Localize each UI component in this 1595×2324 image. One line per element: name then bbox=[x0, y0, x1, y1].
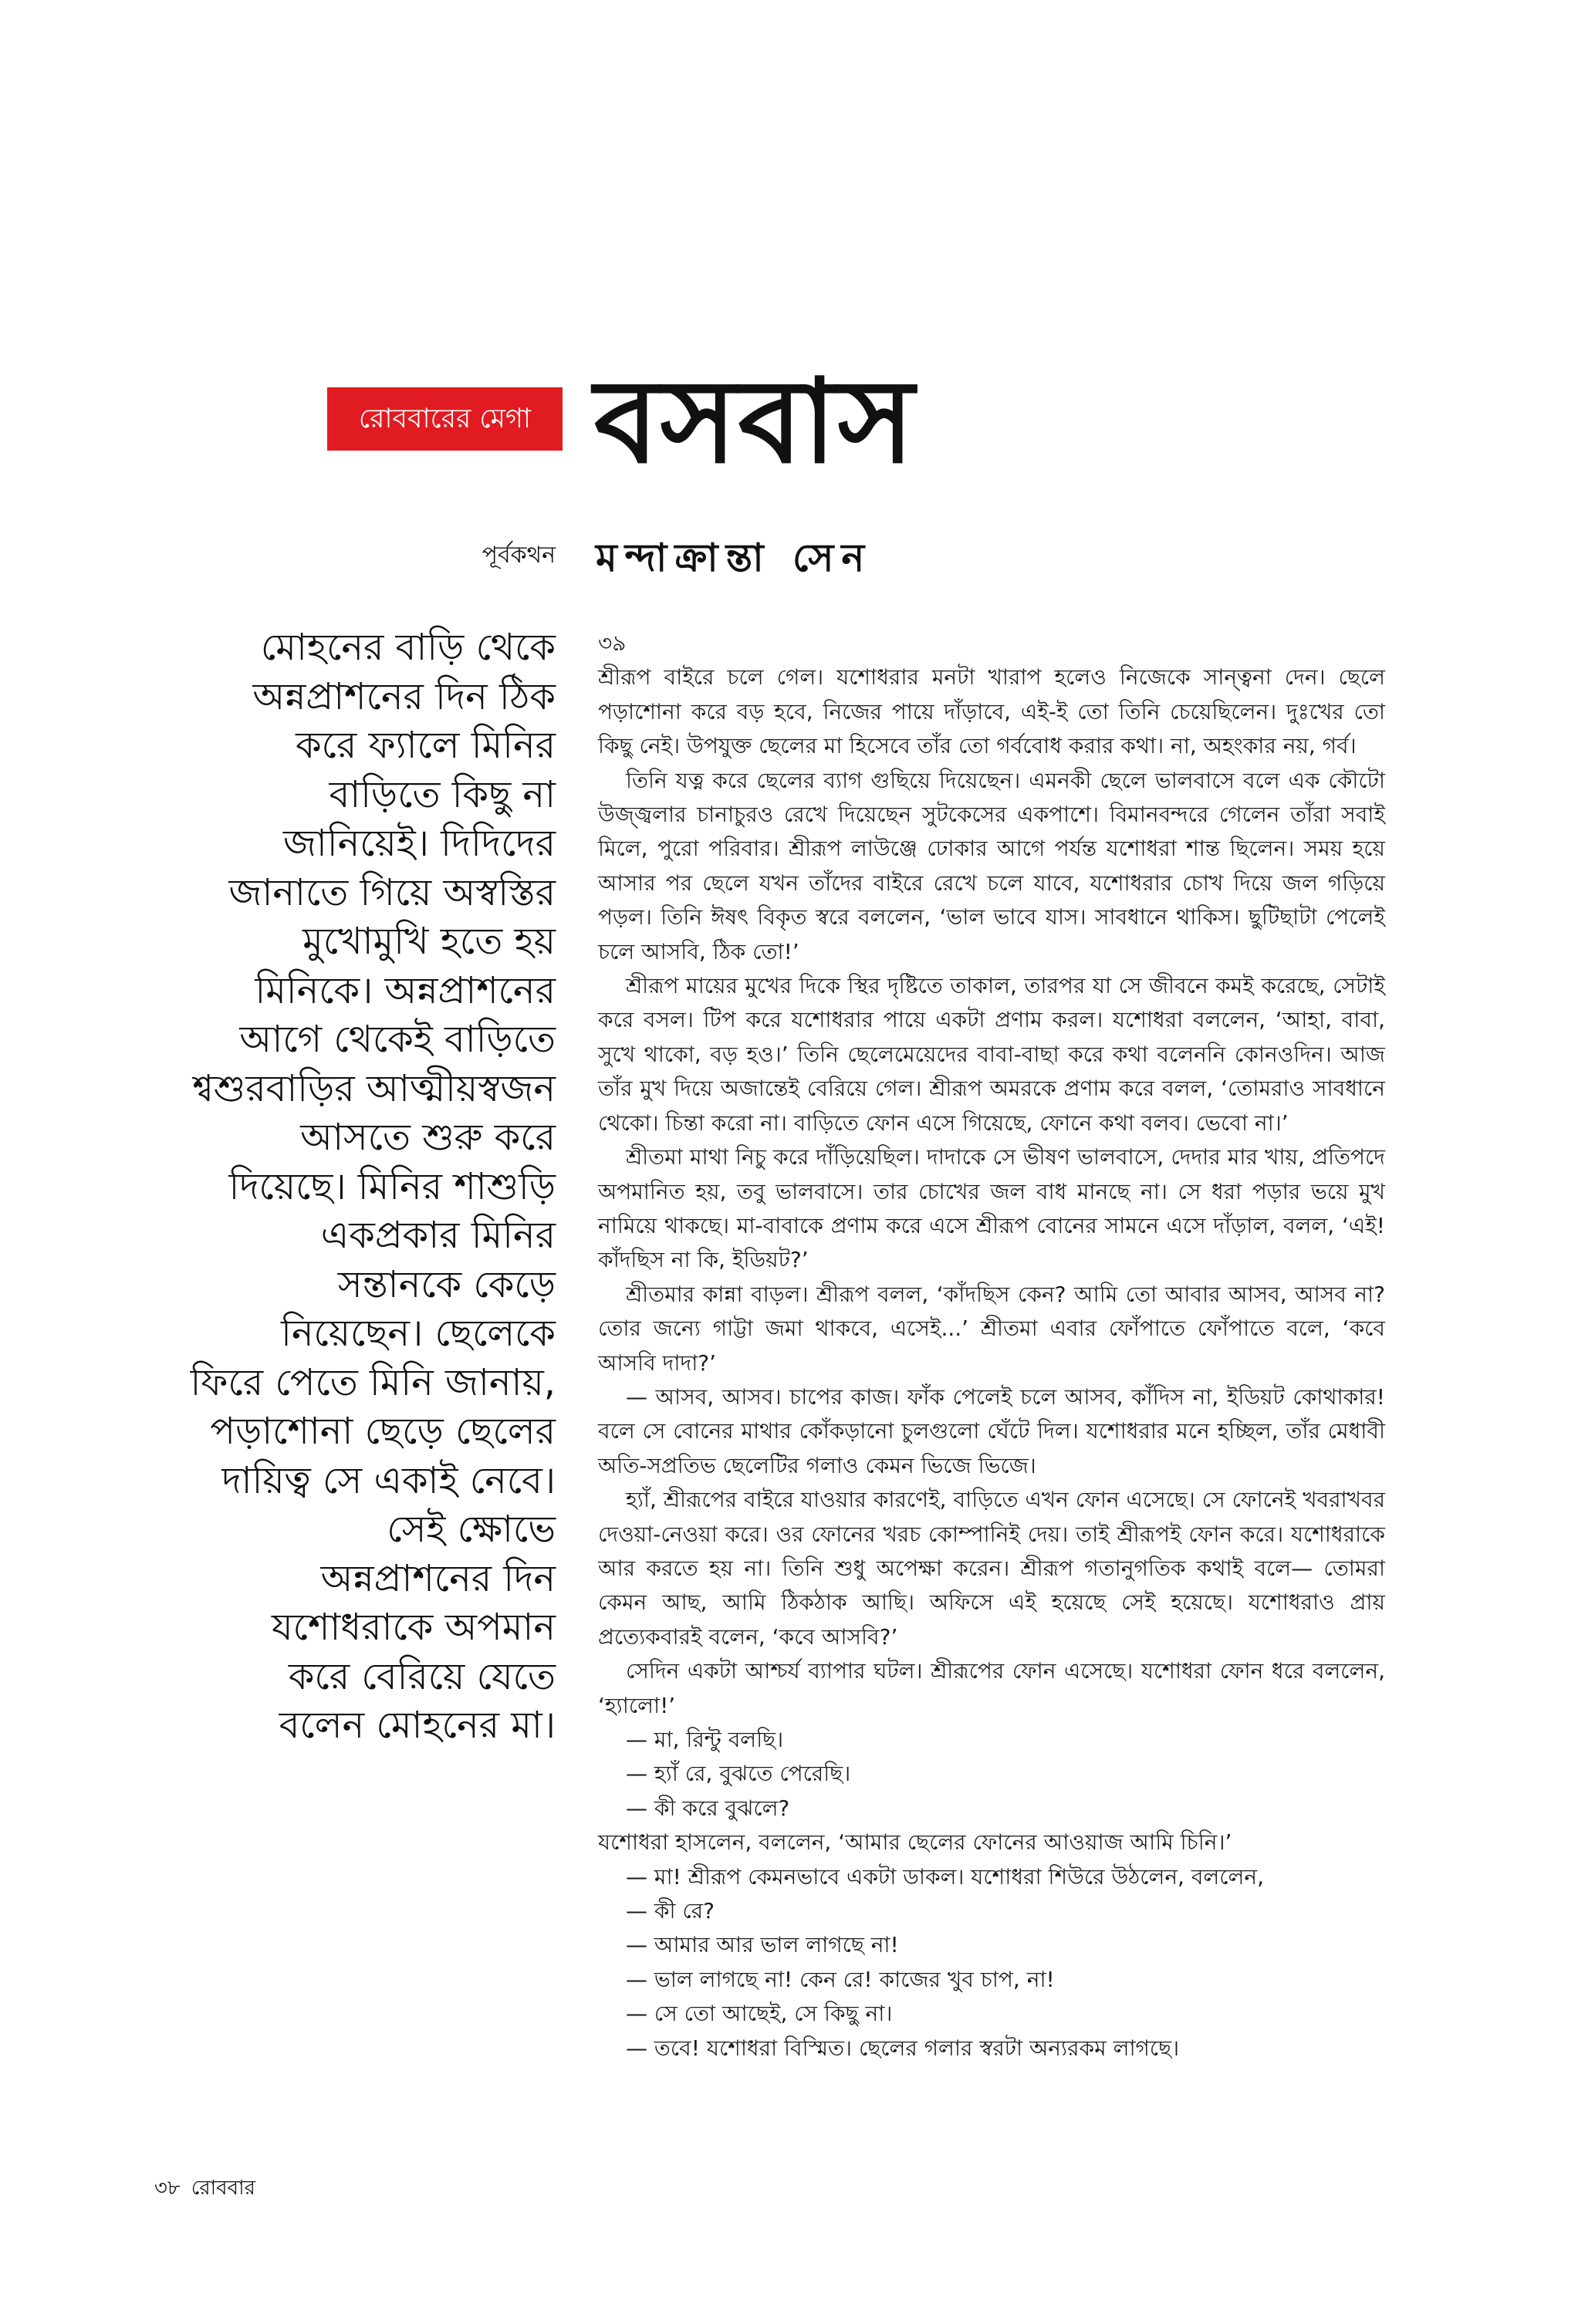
dialogue-line: — মা, রিন্টু বলছি। bbox=[626, 1727, 784, 1752]
paragraph: শ্রীরূপ মায়ের মুখের দিকে স্থির দৃষ্টিতে তাকাল, তারপর যা সে জীবনে কমই করেছে, সেটাই করে বসল। টিপ করে যশোধরার পায়ে একটা প্রণাম করল। যশোধরা বললেন, ‘আহা, বাবা, সুখে থাকো, বড় হও।’ তিনি ছেলেমেয়েদের বাবা-বাছা করে কথা বলেননি কোনওদিন। আজ তাঁর মুখ দিয়ে অজান্তেই বেরিয়ে গেল। শ্রীরূপ অমরকে প্রণাম করে বলল, ‘তোমরাও সাবধানে থেকো। চিন্তা করো না। বাড়িতে ফোন এসে গিয়েছে, ফোনে কথা বলব। ভেবো না।’ bbox=[598, 973, 1385, 1136]
pull-quote-line: মিনিকে। অন্নপ্রাশনের bbox=[255, 968, 556, 1012]
pull-quote-line: আসতে শুরু করে bbox=[300, 1116, 556, 1159]
pull-quote-line: শ্বশুরবাড়ির আত্মীয়স্বজন bbox=[192, 1066, 556, 1110]
paragraph: শ্রীরূপ বাইরে চলে গেল। যশোধরার মনটা খারাপ হলেও নিজেকে সান্ত্বনা দেন। ছেলে পড়াশোনা করে বড় হবে, নিজের পায়ে দাঁড়াবে, এই-ই তো তিনি চেয়েছিলেন। দুঃখের তো কিছু নেই। উপযুক্ত ছেলের মা হিসেবে তাঁর তো গর্ববোধ করার কথা। না, অহংকার নয়, গর্ব। bbox=[598, 664, 1385, 759]
series-label: রোববারের মেগা bbox=[327, 387, 563, 451]
pull-quote bbox=[139, 623, 556, 1751]
pull-quote-line: বাড়িতে কিছু না bbox=[329, 772, 556, 816]
dialogue-line: — হ্যাঁ রে, বুঝতে পেরেছি। bbox=[626, 1761, 851, 1787]
paragraph: সেদিন একটা আশ্চর্য ব্যাপার ঘটল। শ্রীরূপের ফোন এসেছে। যশোধরা ফোন ধরে বললেন, ‘হ্যালো!’ bbox=[598, 1658, 1385, 1718]
dialogue-line: — তবে! যশোধরা বিস্মিত। ছেলের গলার স্বরটা অন্যরকম লাগছে। bbox=[626, 2035, 1180, 2061]
pull-quote-line: অন্নপ্রাশনের দিন bbox=[320, 1556, 556, 1600]
paragraph: তিনি যত্ন করে ছেলের ব্যাগ গুছিয়ে দিয়েছেন। এমনকী ছেলে ভালবাসে বলে এক কৌটো উজ্জ্বলার চানাচুরও রেখে দিয়েছেন সুটকেসের একপাশে। বিমানবন্দরে গেলেন তাঁরা সবাই মিলে, পুরো পরিবার। শ্রীরূপ লাউঞ্জে ঢোকার আগে পর্যন্ত যশোধরা শান্ত ছিলেন। সময় হয়ে আসার পর ছেলে যখন তাঁদের বাইরে রেখে চলে যাবে, যশোধরার চোখ দিয়ে জল গড়িয়ে পড়ল। তিনি ঈষৎ বিকৃত স্বরে বললেন, ‘ভাল ভাবে যাস। সাবধানে থাকিস। ছুটিছাটা পেলেই চলে আসবি, ঠিক তো!’ bbox=[598, 767, 1385, 964]
pull-quote-line: অন্নপ্রাশনের দিন ঠিক bbox=[252, 674, 556, 718]
pull-quote-line: পড়াশোনা ছেড়ে ছেলের bbox=[210, 1410, 556, 1453]
pull-quote-line: করে বেরিয়ে যেতে bbox=[288, 1654, 556, 1698]
author-name: মন্দাক্রান্তা সেন bbox=[596, 535, 873, 580]
kicker-label: পূর্বকথন bbox=[482, 542, 556, 569]
pull-quote-line: মোহনের বাড়ি থেকে bbox=[260, 626, 556, 669]
dialogue-line: — কী রে? bbox=[626, 1898, 715, 1924]
paragraph: যশোধরা হাসলেন, বললেন, ‘আমার ছেলের ফোনের আওয়াজ আমি চিনি।’ bbox=[598, 1829, 1232, 1856]
pull-quote-line: দায়িত্ব সে একাই নেবে। bbox=[221, 1458, 556, 1502]
pull-quote-line: আগে থেকেই বাড়িতে bbox=[239, 1018, 556, 1061]
chapter-number: ৩৯ bbox=[598, 630, 627, 656]
dialogue-line: — ভাল লাগছে না! কেন রে! কাজের খুব চাপ, না! bbox=[626, 1966, 1055, 1992]
paragraph: শ্রীতমা মাথা নিচু করে দাঁড়িয়েছিল। দাদাকে সে ভীষণ ভালবাসে, দেদার মার খায়, প্রতিপদে অপমানিত হয়, তবু ভালবাসে। তার চোখের জল বাধ মানছে না। সে ধরা পড়ার ভয়ে মুখ নামিয়ে থাকছে। মা-বাবাকে প্রণাম করে এসে শ্রীরূপ বোনের সামনে এসে দাঁড়াল, বলল, ‘এই! কাঁদছিস না কি, ইডিয়ট?’ bbox=[598, 1144, 1385, 1273]
dialogue-line: — মা! শ্রীরূপ কেমনভাবে একটা ডাকল। যশোধরা শিউরে উঠলেন, বললেন, bbox=[626, 1863, 1265, 1890]
article-body bbox=[598, 627, 1385, 2066]
dialogue-line: — সে তো আছেই, সে কিছু না। bbox=[626, 2001, 893, 2027]
page-number: ৩৮ bbox=[154, 2177, 181, 2200]
paragraph: হ্যাঁ, শ্রীরূপের বাইরে যাওয়ার কারণেই, বাড়িতে এখন ফোন এসেছে। সে ফোনেই খবরাখবর দেওয়া-নেওয়া করে। ওর ফোনের খরচ কোম্পানিই দেয়। তাই শ্রীরূপই ফোন করে। যশোধরাকে আর করতে হয় না। তিনি শুধু অপেক্ষা করেন। শ্রীরূপ গতানুগতিক কথাই বলে— তোমরা কেমন আছ, আমি ঠিকঠাক আছি। অফিসে এই হয়েছে সেই হয়েছে। যশোধরাও প্রায় প্রত্যেকবারই বলেন, ‘কবে আসবি?’ bbox=[598, 1487, 1385, 1650]
pull-quote-line: করে ফ্যালে মিনির bbox=[296, 724, 556, 767]
story-title: বসবাস bbox=[594, 355, 916, 489]
pull-quote-line: নিয়েছেন। ছেলেকে bbox=[281, 1312, 556, 1355]
pull-quote-line: জানিয়েই। দিদিদের bbox=[282, 822, 556, 865]
pull-quote-line: বলেন মোহনের মা। bbox=[279, 1704, 556, 1747]
pull-quote-line: একপ্রকার মিনির bbox=[320, 1214, 556, 1257]
pull-quote-line: ফিরে পেতে মিনি জানায়, bbox=[190, 1360, 556, 1404]
paragraph: শ্রীতমার কান্না বাড়ল। শ্রীরূপ বলল, ‘কাঁদছিস কেন? আমি তো আবার আসব, আসব না? তোর জন্যে গাট্টা জমা থাকবে, এসেই...’ শ্রীতমা এবার ফোঁপাতে ফোঁপাতে বলে, ‘কবে আসবি দাদা?’ bbox=[598, 1281, 1385, 1376]
pull-quote-line: জানাতে গিয়ে অস্বস্তির bbox=[228, 870, 556, 914]
pull-quote-line: দিয়েছে। মিনির শাশুড়ি bbox=[228, 1164, 556, 1208]
dialogue-line: — কী করে বুঝলে? bbox=[626, 1795, 790, 1821]
pull-quote-line: সেই ক্ষোভে bbox=[387, 1508, 556, 1551]
dialogue-line: — আমার আর ভাল লাগছে না! bbox=[626, 1932, 899, 1958]
pull-quote-line: মুখোমুখি হতে হয় bbox=[302, 920, 556, 963]
magazine-name: রোববার bbox=[191, 2177, 255, 2200]
pull-quote-line: সন্তানকে কেড়ে bbox=[337, 1262, 556, 1306]
page-footer bbox=[154, 2174, 255, 2202]
pull-quote-line: যশোধরাকে অপমান bbox=[272, 1606, 556, 1649]
paragraph: — আসব, আসব। চাপের কাজ। ফাঁক পেলেই চলে আসব, কাঁদিস না, ইডিয়ট কোথাকার! বলে সে বোনের মাথার কোঁকড়ানো চুলগুলো ঘেঁটে দিল। যশোধরার মনে হচ্ছিল, তাঁর মেধাবী অতি-সপ্রতিভ ছেলেটির গলাও কেমন ভিজে ভিজে। bbox=[598, 1383, 1385, 1478]
